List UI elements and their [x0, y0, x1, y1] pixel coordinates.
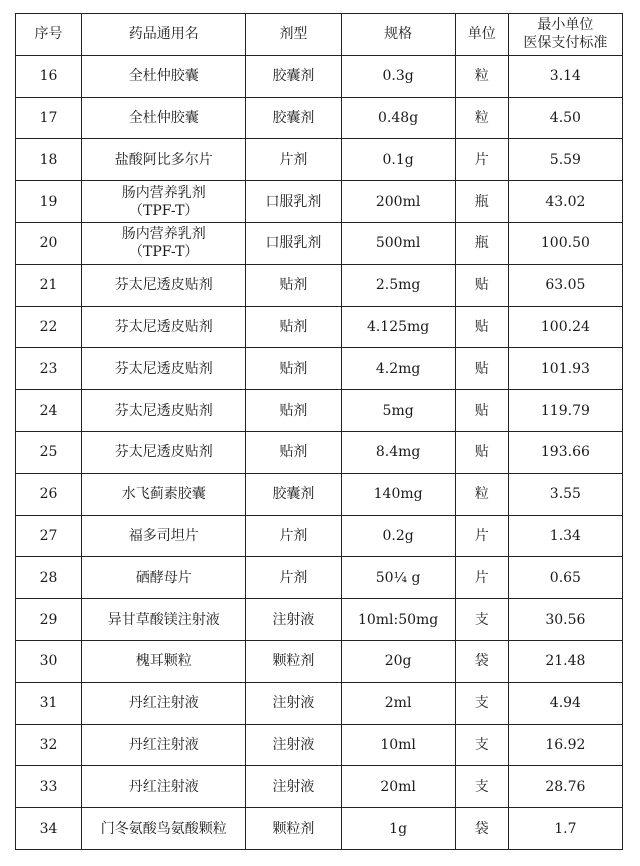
cell-number: 16	[16, 55, 82, 97]
table-row	[16, 55, 623, 97]
cell-dosage-form: 贴剂	[246, 264, 341, 306]
cell-dosage-form: 颗粒剂	[246, 640, 341, 682]
table-row	[16, 348, 623, 390]
cell-dosage-form: 口服乳剂	[246, 181, 341, 223]
table-row	[16, 599, 623, 641]
drug-name-text: 芬太尼透皮贴剂	[114, 318, 213, 335]
header-payment-line1: 最小单位	[537, 17, 594, 34]
table-row	[16, 515, 623, 557]
header-dosage-form: 剂型	[246, 14, 341, 56]
cell-number: 18	[16, 139, 82, 181]
drug-name-text: 肠内营养乳剂	[121, 226, 206, 243]
cell-number: 27	[16, 515, 82, 557]
cell-drug-name	[82, 222, 246, 264]
drug-name-suffix: （TPF-T）	[129, 244, 199, 261]
drug-name-text: 水飞蓟素胶囊	[121, 486, 206, 503]
cell-unit: 支	[455, 724, 508, 766]
drug-name-text: 福多司坦片	[128, 527, 199, 544]
cell-dosage-form: 胶囊剂	[246, 97, 341, 139]
cell-specification: 10ml	[341, 724, 455, 766]
cell-unit: 支	[455, 682, 508, 724]
cell-dosage-form: 片剂	[246, 557, 341, 599]
cell-drug-name	[82, 557, 246, 599]
cell-number: 21	[16, 264, 82, 306]
cell-specification: 1g	[341, 808, 455, 850]
cell-number: 31	[16, 682, 82, 724]
cell-payment-standard: 1.34	[508, 515, 622, 557]
table-row	[16, 181, 623, 223]
table-row	[16, 808, 623, 850]
table-row	[16, 97, 623, 139]
drug-name-text: 肠内营养乳剂	[121, 184, 206, 201]
cell-unit: 片	[455, 139, 508, 181]
table-row	[16, 473, 623, 515]
header-number: 序号	[16, 14, 82, 56]
cell-drug-name	[82, 808, 246, 850]
cell-payment-standard: 21.48	[508, 640, 622, 682]
cell-specification: 140mg	[341, 473, 455, 515]
cell-specification: 500ml	[341, 222, 455, 264]
cell-dosage-form: 贴剂	[246, 390, 341, 432]
header-row	[16, 14, 623, 56]
cell-unit: 瓶	[455, 222, 508, 264]
cell-drug-name	[82, 348, 246, 390]
cell-dosage-form: 颗粒剂	[246, 808, 341, 850]
cell-drug-name	[82, 264, 246, 306]
cell-payment-standard: 1.7	[508, 808, 622, 850]
header-payment-standard	[508, 14, 622, 56]
table-row	[16, 222, 623, 264]
cell-payment-standard: 101.93	[508, 348, 622, 390]
cell-specification: 0.1g	[341, 139, 455, 181]
table-row	[16, 682, 623, 724]
drug-name-text: 全杜仲胶囊	[128, 68, 199, 85]
cell-dosage-form: 口服乳剂	[246, 222, 341, 264]
header-drug-name: 药品通用名	[82, 14, 246, 56]
cell-drug-name	[82, 139, 246, 181]
cell-unit: 贴	[455, 306, 508, 348]
cell-dosage-form: 贴剂	[246, 431, 341, 473]
cell-unit: 片	[455, 515, 508, 557]
cell-specification: 2ml	[341, 682, 455, 724]
cell-dosage-form: 注射液	[246, 682, 341, 724]
cell-drug-name	[82, 306, 246, 348]
cell-payment-standard: 43.02	[508, 181, 622, 223]
cell-unit: 支	[455, 599, 508, 641]
cell-specification: 20g	[341, 640, 455, 682]
cell-drug-name	[82, 97, 246, 139]
cell-drug-name	[82, 515, 246, 557]
cell-number: 24	[16, 390, 82, 432]
cell-unit: 袋	[455, 808, 508, 850]
table-row	[16, 264, 623, 306]
cell-dosage-form: 胶囊剂	[246, 55, 341, 97]
drug-name-text: 芬太尼透皮贴剂	[114, 277, 213, 294]
table-row	[16, 724, 623, 766]
cell-number: 22	[16, 306, 82, 348]
drug-name-text: 丹红注射液	[128, 695, 199, 712]
table-row	[16, 390, 623, 432]
cell-unit: 贴	[455, 264, 508, 306]
cell-unit: 粒	[455, 97, 508, 139]
cell-specification: 4.125mg	[341, 306, 455, 348]
table-row	[16, 306, 623, 348]
header-unit: 单位	[455, 14, 508, 56]
header-specification: 规格	[341, 14, 455, 56]
cell-payment-standard: 119.79	[508, 390, 622, 432]
cell-drug-name	[82, 473, 246, 515]
cell-unit: 支	[455, 766, 508, 808]
cell-number: 29	[16, 599, 82, 641]
cell-payment-standard: 5.59	[508, 139, 622, 181]
table-row	[16, 640, 623, 682]
cell-drug-name	[82, 390, 246, 432]
cell-unit: 粒	[455, 473, 508, 515]
cell-specification: 8.4mg	[341, 431, 455, 473]
drug-price-table	[15, 13, 623, 850]
drug-name-text: 芬太尼透皮贴剂	[114, 444, 213, 461]
table-row	[16, 139, 623, 181]
cell-payment-standard: 28.76	[508, 766, 622, 808]
table-row	[16, 766, 623, 808]
cell-specification: 200ml	[341, 181, 455, 223]
cell-dosage-form: 片剂	[246, 139, 341, 181]
cell-payment-standard: 30.56	[508, 599, 622, 641]
drug-name-text: 全杜仲胶囊	[128, 109, 199, 126]
cell-dosage-form: 胶囊剂	[246, 473, 341, 515]
header-payment-line2: 医保支付标准	[523, 35, 608, 52]
drug-name-text: 丹红注射液	[128, 736, 199, 753]
cell-dosage-form: 贴剂	[246, 306, 341, 348]
cell-drug-name	[82, 55, 246, 97]
cell-payment-standard: 3.14	[508, 55, 622, 97]
cell-drug-name	[82, 640, 246, 682]
cell-specification: 4.2mg	[341, 348, 455, 390]
cell-dosage-form: 贴剂	[246, 348, 341, 390]
cell-specification: 10ml:50mg	[341, 599, 455, 641]
cell-specification: 0.2g	[341, 515, 455, 557]
drug-name-text: 丹红注射液	[128, 778, 199, 795]
cell-number: 17	[16, 97, 82, 139]
drug-name-text: 芬太尼透皮贴剂	[114, 402, 213, 419]
cell-unit: 袋	[455, 640, 508, 682]
cell-dosage-form: 注射液	[246, 599, 341, 641]
cell-dosage-form: 注射液	[246, 724, 341, 766]
cell-payment-standard: 4.94	[508, 682, 622, 724]
cell-specification: 20ml	[341, 766, 455, 808]
cell-drug-name	[82, 682, 246, 724]
cell-unit: 瓶	[455, 181, 508, 223]
cell-specification: 0.48g	[341, 97, 455, 139]
drug-name-suffix: （TPF-T）	[129, 202, 199, 219]
cell-number: 19	[16, 181, 82, 223]
cell-unit: 贴	[455, 431, 508, 473]
cell-drug-name	[82, 431, 246, 473]
cell-number: 26	[16, 473, 82, 515]
cell-number: 33	[16, 766, 82, 808]
cell-payment-standard: 16.92	[508, 724, 622, 766]
table-row	[16, 557, 623, 599]
drug-name-text: 异甘草酸镁注射液	[107, 611, 220, 628]
cell-number: 32	[16, 724, 82, 766]
cell-drug-name	[82, 599, 246, 641]
cell-specification: 50¼ g	[341, 557, 455, 599]
cell-number: 23	[16, 348, 82, 390]
drug-name-text: 硒酵母片	[135, 569, 192, 586]
cell-specification: 0.3g	[341, 55, 455, 97]
cell-drug-name	[82, 724, 246, 766]
cell-payment-standard: 63.05	[508, 264, 622, 306]
cell-drug-name	[82, 181, 246, 223]
cell-specification: 5mg	[341, 390, 455, 432]
cell-payment-standard: 100.24	[508, 306, 622, 348]
table-row	[16, 431, 623, 473]
cell-specification: 2.5mg	[341, 264, 455, 306]
cell-number: 30	[16, 640, 82, 682]
cell-drug-name	[82, 766, 246, 808]
drug-name-text: 槐耳颗粒	[135, 653, 192, 670]
cell-dosage-form: 注射液	[246, 766, 341, 808]
drug-name-text: 门冬氨酸鸟氨酸颗粒	[100, 820, 227, 837]
cell-payment-standard: 100.50	[508, 222, 622, 264]
drug-name-text: 盐酸阿比多尔片	[114, 151, 213, 168]
cell-number: 34	[16, 808, 82, 850]
cell-dosage-form: 片剂	[246, 515, 341, 557]
cell-number: 20	[16, 222, 82, 264]
cell-payment-standard: 0.65	[508, 557, 622, 599]
cell-unit: 粒	[455, 55, 508, 97]
cell-unit: 片	[455, 557, 508, 599]
cell-unit: 贴	[455, 348, 508, 390]
cell-number: 28	[16, 557, 82, 599]
drug-name-text: 芬太尼透皮贴剂	[114, 360, 213, 377]
cell-payment-standard: 3.55	[508, 473, 622, 515]
cell-payment-standard: 193.66	[508, 431, 622, 473]
cell-number: 25	[16, 431, 82, 473]
cell-unit: 贴	[455, 390, 508, 432]
cell-payment-standard: 4.50	[508, 97, 622, 139]
